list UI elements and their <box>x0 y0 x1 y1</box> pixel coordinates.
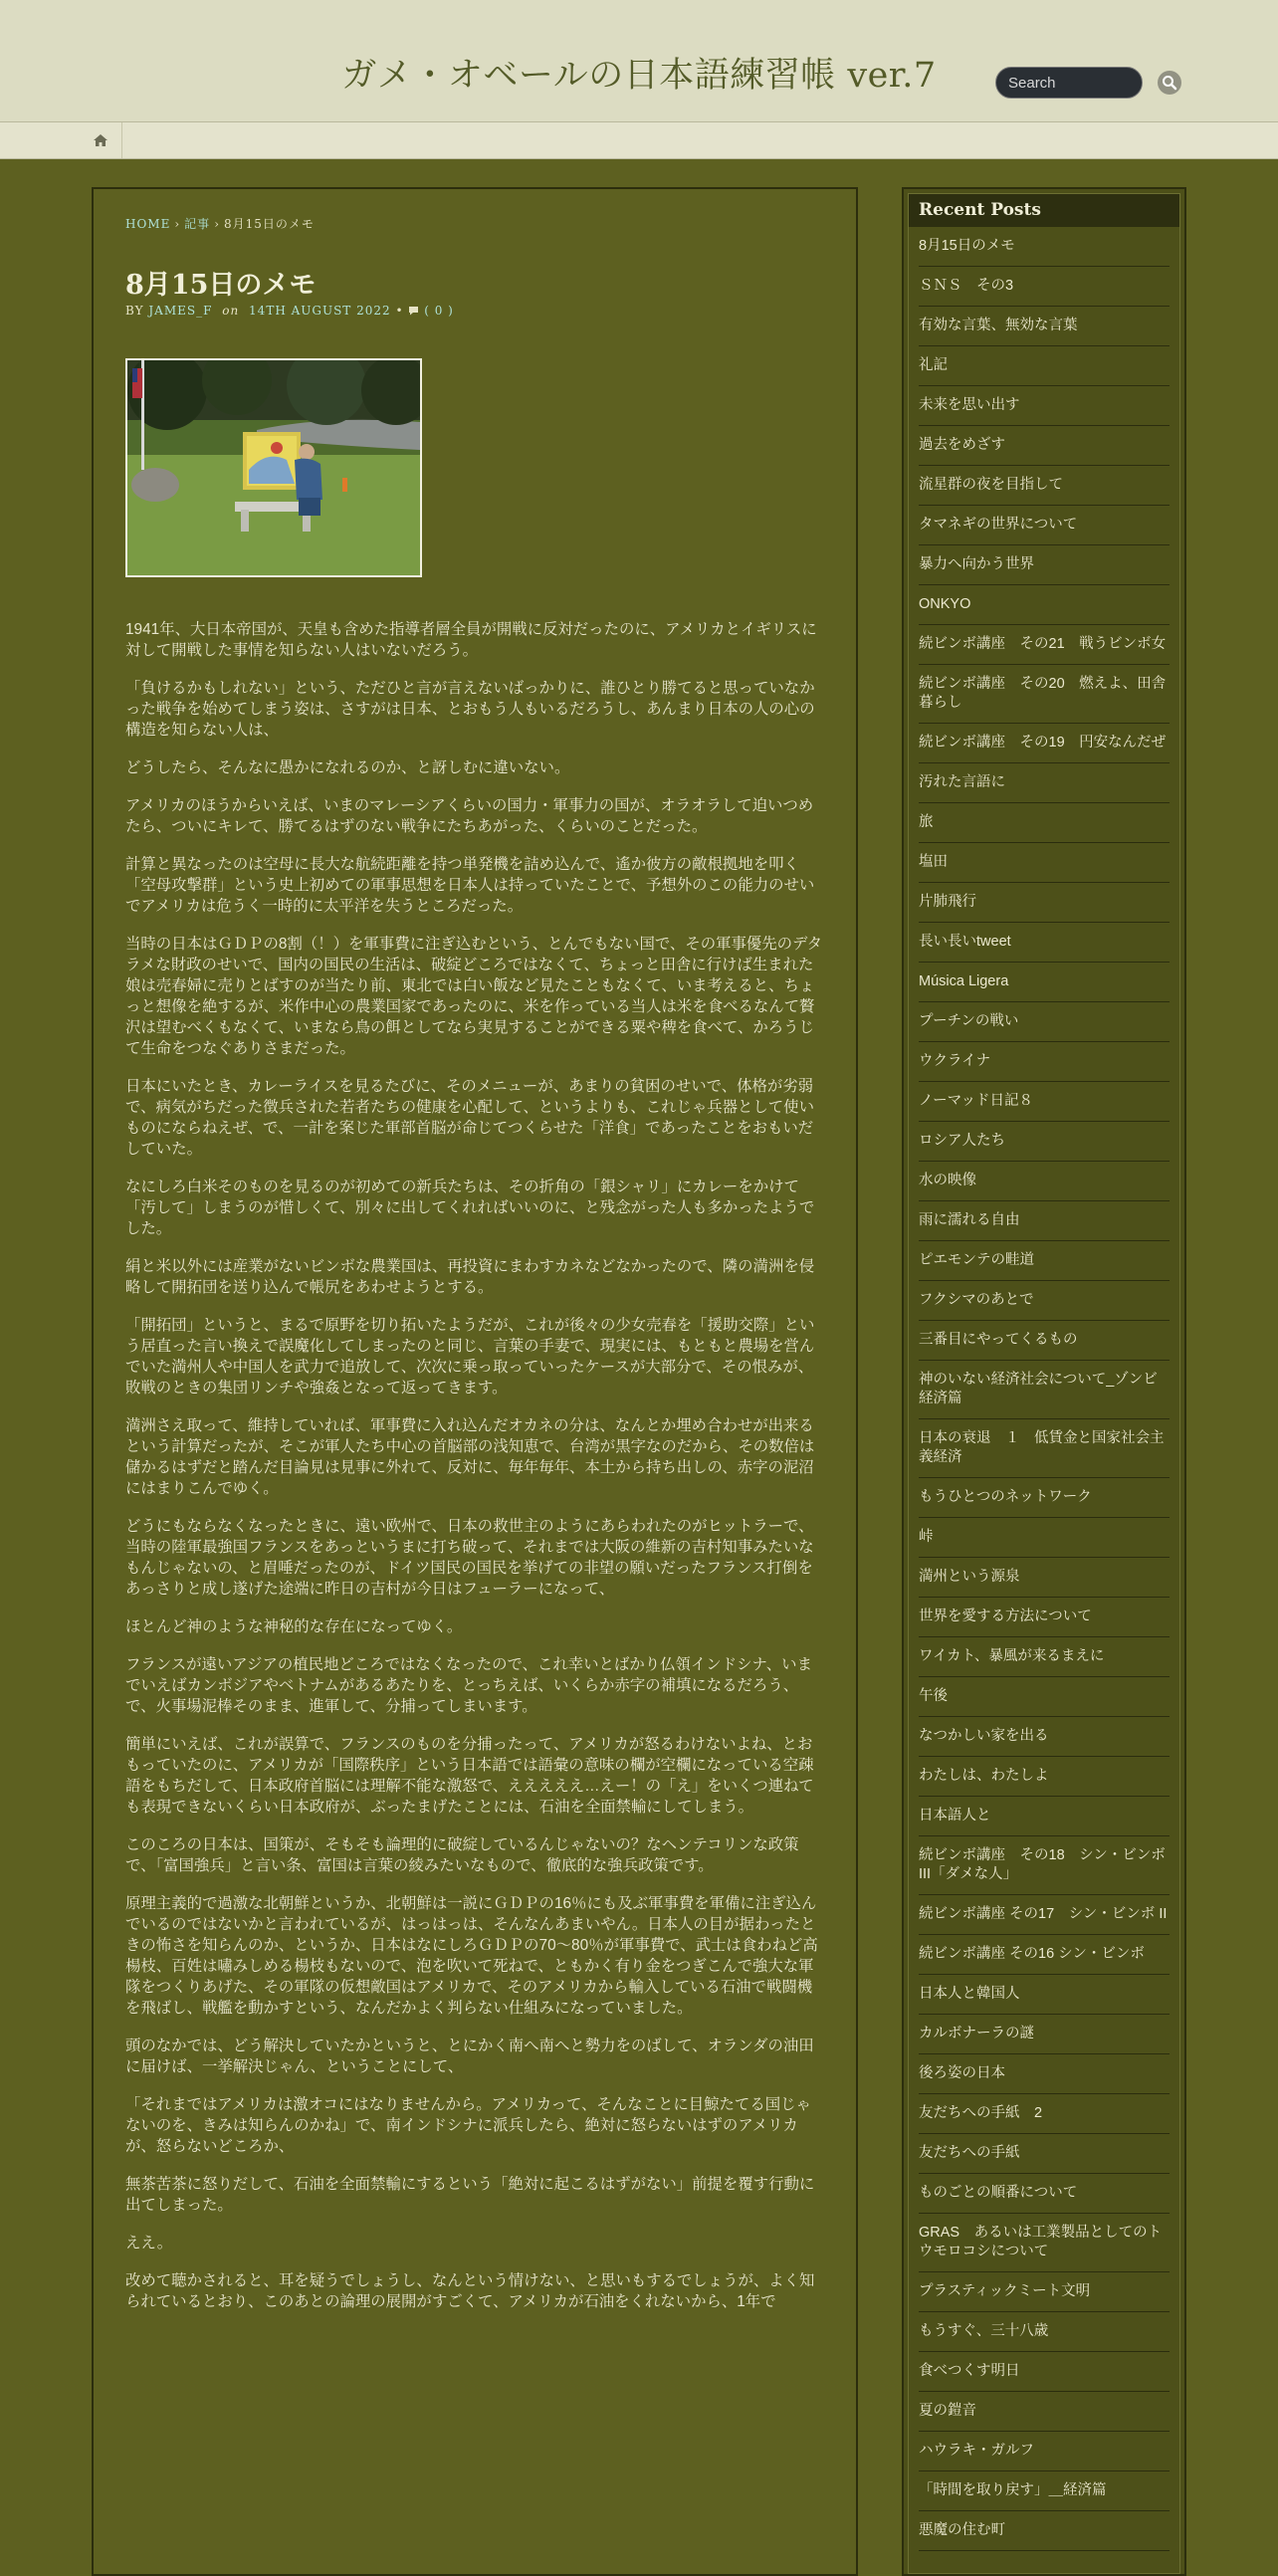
recent-post-link[interactable]: 続ビンボ講座 その19 円安なんだぜ <box>919 724 1170 763</box>
recent-post-link[interactable]: もうすぐ、三十八歳 <box>919 2312 1170 2352</box>
recent-post-link[interactable]: 友だちへの手紙 <box>919 2134 1170 2174</box>
author-link[interactable]: JAMES_F <box>148 304 213 318</box>
comment-icon <box>408 306 419 316</box>
recent-post-link[interactable]: ONKYO <box>919 585 1170 625</box>
recent-post-link[interactable]: 日本の衰退 １ 低賃金と国家社会主義経済 <box>919 1419 1170 1478</box>
recent-posts-title: Recent Posts <box>909 194 1179 227</box>
recent-post-link[interactable]: ノーマッド日記８ <box>919 1082 1170 1122</box>
recent-post-link[interactable]: なつかしい家を出る <box>919 1717 1170 1757</box>
breadcrumb-category-link[interactable]: 記事 <box>184 217 211 231</box>
recent-post-link[interactable]: ワイカト、暴風が来るまえに <box>919 1637 1170 1677</box>
recent-post-link[interactable]: Música Ligera <box>919 963 1170 1002</box>
post-paragraph: 頭のなかでは、どう解決していたかというと、とにかく南へ南へと勢力をのばして、オランダの油田に届けば、一挙解決じゃん、ということにして、 <box>125 2038 814 2075</box>
post-paragraph: フランスが遠いアジアの植民地どころではなくなったので、これ幸いとばかり仏領インドシナ、いまでいえばカンボジアやベトナムがあるあたりを、とっちえば、いくらか赤字の補填になるだろう、で、火事場泥棒そのまま、進軍して、分捕ってしまいます。 <box>125 1656 812 1715</box>
breadcrumb-separator: › <box>174 217 181 231</box>
recent-post-link[interactable]: 「時間を取り戻す」＿経済篇 <box>919 2471 1170 2511</box>
recent-post-link[interactable]: 未来を思い出す <box>919 386 1170 426</box>
recent-post-link[interactable]: ものごとの順番について <box>919 2174 1170 2214</box>
byline-by: BY <box>125 304 144 318</box>
search-input[interactable] <box>995 67 1143 99</box>
post-paragraph: ほとんど神のような神秘的な存在になってゆく。 <box>125 1618 463 1635</box>
sidebar <box>902 187 1186 2576</box>
post-paragraph: 満洲さえ取って、維持していれば、軍事費に入れ込んだオカネの分は、なんとか埋め合わせが出来るという計算だったが、そこが軍人たち中心の首脳部の浅知恵で、台湾が黒字なのだから、その数倍は儲かるはずだと踏んだ目論見は見事に外れて、反対に、毎年毎年、本土から持ち出しの、赤字の泥沼にはまりこんでゆく。 <box>125 1417 815 1497</box>
byline-separator: • <box>395 304 404 318</box>
recent-post-link[interactable]: 雨に濡れる自由 <box>919 1201 1170 1241</box>
post-paragraph: 「それまではアメリカは激オコにはなりませんから。アメリカって、そんなことに目鯨たてる国じゃないのを、きみは知らんのかね」で、南インドシナに派兵したら、絶対に怒らないはずのアメリカが、怒らないどころか、 <box>125 2096 811 2155</box>
post-paragraph: 計算と異なったのは空母に長大な航続距離を持つ単発機を詰め込んで、遙か彼方の敵根拠地を叩く「空母攻撃群」という史上初めての軍事思想を日本人は持っていたことで、予想外のこの能力のせいでアメリカは危うく一時的に太平洋を失うところだった。 <box>125 856 815 915</box>
recent-post-link[interactable]: もうひとつのネットワーク <box>919 1478 1170 1518</box>
recent-post-link[interactable]: 続ビンボ講座 その16 シン・ビンボ <box>919 1935 1170 1975</box>
recent-post-link[interactable]: 礼記 <box>919 346 1170 386</box>
recent-post-link[interactable]: 悪魔の住む町 <box>919 2511 1170 2551</box>
recent-post-link[interactable]: 流星群の夜を目指して <box>919 466 1170 506</box>
post-paragraph: 当時の日本はＧＤＰの8割（！）を軍事費に注ぎ込むという、とんでもない国で、その軍事優先のデタラメな財政のせいで、国内の国民の生活は、破綻どころではなくて、ちょっと田舎に行けば生まれた娘は売春婦に売りとばすのが当たり前、東北では白い飯など見たこともなくて、いま考えると、ちょっと想像を絶するが、米作中心の農業国家であったのに、米を作っている当人は米を食べるなんて贅沢は望むべくもなくて、いまなら鳥の餌としてなら実見することができる粟や稗を食べて、かろうじて生命をつなぐありさまだった。 <box>125 936 823 1057</box>
recent-post-link[interactable]: 続ビンボ講座 その21 戦うビンボ女 <box>919 625 1170 665</box>
home-icon <box>93 133 108 147</box>
recent-post-link[interactable]: フクシマのあとで <box>919 1281 1170 1321</box>
comments-link[interactable]: ( 0 ) <box>424 304 454 318</box>
post-body <box>125 619 826 2329</box>
recent-post-link[interactable]: プーチンの戦い <box>919 1002 1170 1042</box>
post-paragraph: 「負けるかもしれない」という、ただひと言が言えないばっかりに、誰ひとり勝てると思っていなかった戦争を始めてしまう姿は、さすがは日本、とおもう人もいるだろうし、あんまり日本の人の心の構造を知らない人は、 <box>125 680 815 739</box>
photo-painter-in-garden <box>127 360 420 575</box>
post-paragraph: 原理主義的で過激な北朝鮮というか、北朝鮮は一説にＧＤＰの16％にも及ぶ軍事費を軍備に注ぎ込んでいるのではないかと言われているが、はっはっは、そんなんあまいやん。日本人の目が据わったときの怖さを知らんのか、というか、日本はなにしろＧＤＰの70～80％が軍事費で、武士は食わねど高楊枝、百姓は嘯みしめる楊枝もないので、泡を吹いて死ねで、ともかく有り金をつぎこんで強大な軍隊をつくりあげた、その軍隊の仮想敵国はアメリカで、そのアメリカから輸入している石油で戦闘機を飛ばし、戦艦を動かすという、なんだかよく判らない仕組みになっていました。 <box>125 1895 818 2017</box>
recent-posts-widget <box>908 193 1180 2574</box>
recent-post-link[interactable]: 食べつくす明日 <box>919 2352 1170 2392</box>
recent-post-link[interactable]: 過去をめざす <box>919 426 1170 466</box>
search-button[interactable] <box>1158 71 1181 95</box>
post-date-link[interactable]: 14TH AUGUST 2022 <box>249 304 391 318</box>
post-paragraph: ええ。 <box>125 2235 173 2252</box>
recent-post-link[interactable]: 片肺飛行 <box>919 883 1170 923</box>
post-paragraph: 無茶苦茶に怒りだして、石油を全面禁輸にするという「絶対に起こるはずがない」前提を覆す行動に出てしまった。 <box>125 2176 815 2214</box>
recent-post-link[interactable]: 塩田 <box>919 843 1170 883</box>
recent-post-link[interactable]: 神のいない経済社会について_ゾンビ経済篇 <box>919 1361 1170 1419</box>
recent-post-link[interactable]: 夏の鎧音 <box>919 2392 1170 2432</box>
recent-post-link[interactable]: 旅 <box>919 803 1170 843</box>
post-paragraph: このころの日本は、国策が、そもそも論理的に破綻しているんじゃないの？なヘンテコリンな政策で、「富国強兵」と言い条、富国は言葉の綾みたいなもので、徹底的な強兵政策です。 <box>125 1836 799 1874</box>
breadcrumb-separator: › <box>214 217 220 231</box>
recent-post-link[interactable]: 続ビンボ講座 その17 シン・ビンボ II <box>919 1895 1170 1935</box>
post-byline <box>125 304 454 318</box>
recent-post-link[interactable]: 満州という源泉 <box>919 1558 1170 1598</box>
post-container <box>92 187 858 2576</box>
recent-post-link[interactable]: 日本人と韓国人 <box>919 1975 1170 2015</box>
recent-post-link[interactable]: 水の映像 <box>919 1162 1170 1201</box>
recent-post-link[interactable]: 汚れた言語に <box>919 763 1170 803</box>
post-paragraph: 絹と米以外には産業がないビンボな農業国は、再投資にまわすカネなどなかったので、隣の満洲を侵略して開拓団を送り込んで帳尻をあわせようとする。 <box>125 1258 815 1296</box>
recent-post-link[interactable]: ロシア人たち <box>919 1122 1170 1162</box>
post-paragraph: 日本にいたとき、カレーライスを見るたびに、そのメニューが、あまりの貧困のせいで、体格が劣弱で、病気がちだった徴兵された若者たちの健康を心配して、というよりも、これじゃ兵器として使いものにならねえぜ、で、一計を案じた軍部首脳が命じてつくらせた「洋食」であったことをおもいだしていた。 <box>125 1078 814 1158</box>
recent-post-link[interactable]: ＳＮＳ その3 <box>919 267 1170 307</box>
recent-post-link[interactable]: 暴力へ向かう世界 <box>919 545 1170 585</box>
recent-post-link[interactable]: 長い長いtweet <box>919 923 1170 963</box>
recent-post-link[interactable]: 有効な言葉、無効な言葉 <box>919 307 1170 346</box>
post-paragraph: なにしろ白米そのものを見るのが初めての新兵たちは、その折角の「銀シャリ」にカレーをかけて「汚して」しまうのが惜しくて、別々に出してくれればいいのに、と残念がった人も多かったようでした。 <box>125 1179 815 1237</box>
recent-post-link[interactable]: 後ろ姿の日本 <box>919 2054 1170 2094</box>
byline-on: on <box>222 304 240 318</box>
post-paragraph: どうにもならなくなったときに、遠い欧州で、日本の救世主のようにあらわれたのがヒットラーで、当時の陸軍最強国フランスをあっというまに打ち破って、それまでは大阪の維新の吉村知事みたいなもんじゃないの、と眉唾だったのが、ドイツ国民の国民を挙げての非望の願いだったフランス打倒をあっさりと成し遂げた途端に昨日の吉村が今日はフューラーになって、 <box>125 1518 814 1598</box>
recent-post-link[interactable]: 続ビンボ講座 その20 燃えよ、田舎暮らし <box>919 665 1170 724</box>
recent-post-link[interactable]: ピエモンテの畦道 <box>919 1241 1170 1281</box>
nav-home-link[interactable] <box>80 122 122 158</box>
breadcrumb-current: 8月15日のメモ <box>224 217 315 231</box>
recent-post-link[interactable]: 峠 <box>919 1518 1170 1558</box>
recent-post-link[interactable]: わたしは、わたしよ <box>919 1757 1170 1797</box>
post-paragraph: 1941年、大日本帝国が、天皇も含めた指導者層全員が開戦に反対だったのに、アメリカとイギリスに対して開戦した事情を知らない人はいないだろう。 <box>125 621 817 659</box>
recent-post-link[interactable]: 三番目にやってくるもの <box>919 1321 1170 1361</box>
recent-post-link[interactable]: 世界を愛する方法について <box>919 1598 1170 1637</box>
post-paragraph: 簡単にいえば、これが誤算で、フランスのものを分捕ったって、アメリカが怒るわけないよね、とおもっていたのに、アメリカが「国際秩序」という日本語では語彙の意味の欄が空欄になっている空疎語をもちだして、日本政府首脳には理解不能な激怒で、えええええ…えー！の「え」をいくつ連ねても表現できないくらい日本政府が、ぶったまげたことには、石油を全面禁輸にしてしまう。 <box>125 1736 814 1816</box>
site-header <box>0 0 1278 121</box>
post-featured-image[interactable] <box>125 358 422 577</box>
main-navigation <box>0 121 1278 159</box>
recent-post-link[interactable]: 友だちへの手紙 2 <box>919 2094 1170 2134</box>
recent-post-link[interactable]: 日本語人と <box>919 1797 1170 1836</box>
recent-post-link[interactable]: 午後 <box>919 1677 1170 1717</box>
recent-post-link[interactable]: GRAS あるいは工業製品としてのトウモロコシについて <box>919 2214 1170 2272</box>
post-title: 8月15日のメモ <box>125 270 317 301</box>
recent-post-link[interactable]: 8月15日のメモ <box>919 227 1170 267</box>
recent-post-link[interactable]: カルボナーラの謎 <box>919 2015 1170 2054</box>
post-paragraph: 改めて聴かされると、耳を疑うでしょうし、なんという情けない、と思いもするでしょうが、よく知られているとおり、このあとの論理の展開がすごくて、アメリカが石油をくれないから、1年で <box>125 2272 815 2310</box>
site-title[interactable]: ガメ・オベールの日本語練習帳 ver.7 <box>341 56 937 96</box>
recent-post-link[interactable]: プラスティックミート文明 <box>919 2272 1170 2312</box>
post-paragraph: アメリカのほうからいえば、いまのマレーシアくらいの国力・軍事力の国が、オラオラして迫いつめたら、ついにキレて、勝てるはずのない戦争にたちあがった、くらいのことだった。 <box>125 797 814 835</box>
search-icon <box>1158 71 1181 95</box>
recent-post-link[interactable]: 続ビンボ講座 その18 シン・ビンボ III「ダメな人」 <box>919 1836 1170 1895</box>
recent-posts-list <box>909 227 1179 2551</box>
post-paragraph: 「開拓団」というと、まるで原野を切り拓いたようだが、これが後々の少女売春を「援助交際」という居直った言い換えで誤魔化してしまったのと同じ、言葉の手妻で、現実には、もともと農場を営んでいた満州人や中国人を武力で追放して、次次に乗っ取っていったケースが大部分で、その恨みが、敗戦のときの集団リンチや強姦となって返ってきます。 <box>125 1317 815 1396</box>
recent-post-link[interactable]: タマネギの世界について <box>919 506 1170 545</box>
recent-post-link[interactable]: ハウラキ・ガルフ <box>919 2432 1170 2471</box>
recent-post-link[interactable]: ウクライナ <box>919 1042 1170 1082</box>
post-paragraph: どうしたら、そんなに愚かになれるのか、と訝しむに違いない。 <box>125 759 570 776</box>
breadcrumb <box>125 215 315 232</box>
breadcrumb-home-link[interactable]: HOME <box>125 217 171 231</box>
